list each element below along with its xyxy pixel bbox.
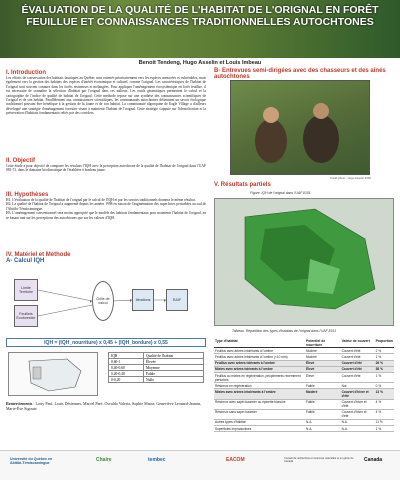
iqh-map-shape <box>215 199 394 326</box>
col-type: Type d'habitat <box>214 338 305 348</box>
intro-section <box>6 70 206 116</box>
habitat-cell-p: Faible <box>305 409 341 419</box>
hypothesis-3: H3. L'aménagement conventionnel sera moins approprié que le modèle des habitats fondamentaux pour maintenir l'habitat de l'orignal, en se basant tant sur les perceptions des autochtones que sur les valeurs d'IQH. <box>6 211 206 220</box>
habitat-cell-pr: 4 % <box>375 409 394 419</box>
habitat-cell-pr: 26 % <box>375 360 394 366</box>
habitat-types-table <box>214 338 394 432</box>
logo-uqat <box>10 457 62 465</box>
habitat-cell-p: Élevé <box>305 372 341 382</box>
methode-subtitle: A- Calcul IQH <box>6 258 45 264</box>
flow-arrows <box>6 275 206 335</box>
table-row <box>214 389 394 399</box>
habitat-cell-v: Couvert d'été <box>341 360 375 366</box>
entrevues-title: B- Entrevues semi-dirigées avec des chasseurs et des aînés autochtones <box>214 68 386 80</box>
quality-cell: Élevée <box>143 359 203 365</box>
objectif-title: II. Objectif <box>6 158 36 164</box>
logo-crsng-text: Conseil de recherches en sciences naturelles et en génie du Canada <box>284 457 354 463</box>
habitat-cell-pr: 13 % <box>375 389 394 399</box>
quality-cell: Moyenne <box>143 365 203 371</box>
table-row <box>214 409 394 419</box>
habitat-cell-p: Faible <box>305 399 341 409</box>
logo-uqat-text: Université du Québec en Abitibi-Témiscamingue <box>10 457 53 465</box>
table-row <box>214 372 394 382</box>
habitat-cell-t: Mixtes avec arbres tolérants à l'ombre <box>214 366 305 372</box>
habitat-cell-v: Couvert d'hiver et d'été <box>341 389 375 399</box>
habitat-cell-v: Couvert d'hiver et d'été <box>341 399 375 409</box>
logo-eacom <box>226 457 245 463</box>
table-row <box>214 426 394 432</box>
habitat-cell-pr: 38 % <box>375 366 394 372</box>
table-header-row <box>214 338 394 348</box>
habitat-cell-pr: 11 % <box>375 419 394 425</box>
habitat-cell-t: Autres types d'habitat <box>214 419 305 425</box>
habitat-cell-pr: 1 % <box>375 426 394 432</box>
logo-chaire <box>96 457 112 463</box>
col-potentiel: Potentiel de nourriture <box>305 338 341 348</box>
photo-figures <box>231 81 371 176</box>
resultats-title: V. Résultats partiels <box>214 182 271 188</box>
intro-text: Les efforts de conservation des habitats fauniques au Québec sont orientés prioritairement vers les espèces menacées et vulnérables, mais également vers la gestion des habitats des espèces d'intérêt économique et culturel, comme l'orignal. Les caractéristiques de l'habitat de l'orignal sont souvent connues dans les forêts résineuses et mélangées. Pour appliquer l'aménagement écosystémique en forêt feuillue, il est nécessaire de connaître la sélection d'habitat par l'orignal dans ces milieux. Les outils géomatiques permettent le calcul et la cartographie de l'indice de qualité de habitat de l'orignal. Cette méthode repose sur une synthèse des connaissances scientifiques de l'orignal et de son habitat. Parallèlement aux connaissances scientifiques, les communautés autochtones détiennent un savoir écologique traditionnel pouvant être bénéfique à la gestion de la faune et de son habitat. La communauté algonquine de Eagle Village a d'ailleurs développé une stratégie d'aménagement forestier visant à maintenir l'habitat de l'orignal. Cette stratégie s'appuie sur l'identification et la préservation d'habitats fondamentaux reliés par des corridors. <box>6 76 206 116</box>
habitat-cell-pr: 2 % <box>375 348 394 354</box>
table-row <box>214 399 394 409</box>
entrevues-section <box>214 68 394 80</box>
logo-tembec <box>148 457 166 463</box>
habitat-cell-v: Couvert d'été <box>341 348 375 354</box>
methode-title: IV. Matériel et Méthode <box>6 252 71 258</box>
thanks-label: Remerciements <box>6 401 33 406</box>
habitat-cell-t: Résineux avec sapin baumier ou épinette blanche <box>214 399 305 409</box>
objectif-text: Cette étude a pour objectif de comparer les résultats l'IQH avec la perception autochtone de la qualité de l'habitat de l'orignal dans l'UAF 081-51, dans le domaine bioclimatique de l'érablière à bouleau jaune. <box>6 164 206 173</box>
habitat-cell-t: Mixtes avec arbres intolérants à l'ombre <box>214 389 305 399</box>
logo-crsng <box>284 457 356 463</box>
iqh-cell: 0,40-0,60 <box>109 365 144 371</box>
logo-chaire-text: Chaire <box>96 457 112 463</box>
iqh-cell: 0,60-1 <box>109 359 144 365</box>
habitat-cell-p: Élevé <box>305 366 341 372</box>
habitat-cell-pr: 1 % <box>375 372 394 382</box>
logo-canada-text: Canada <box>364 457 383 463</box>
habitat-cell-v: Couvert d'hiver et d'été <box>341 409 375 419</box>
hypothesis-2: H2. La qualité de l'habitat de l'orignal a augmenté depuis les années 1998 en raison de l'augmentation des superficies perturbées au sud de l'Abitibi-Témiscamingue. <box>6 202 206 211</box>
logo-canada <box>364 457 382 463</box>
habitat-cell-pr: 4 % <box>375 399 394 409</box>
acknowledgements <box>6 401 206 411</box>
hypotheses-title: III. Hypothèses <box>6 192 49 198</box>
habitat-cell-v: Couvert d'été <box>341 372 375 382</box>
habitat-cell-p: Modéré <box>305 389 341 399</box>
iqh-quality-table <box>108 352 204 383</box>
habitat-cell-t: Feuillus ou mixtes en régénération, peuplements récemment perturbés <box>214 372 305 382</box>
habitat-cell-pr: 1 % <box>375 354 394 360</box>
habitat-cell-p: Modéré <box>305 354 341 360</box>
quality-header: Qualité de l'habitat <box>143 353 203 359</box>
table-row <box>109 377 204 383</box>
iqh-cell: 0-0,20 <box>109 377 144 383</box>
intro-title: I. Introduction <box>6 70 46 76</box>
poster-header <box>0 0 400 58</box>
hypothesis-1: H1. L'évaluation de la qualité de l'habitat de l'orignal par le calcul de l'IQH et par les savoirs traditionnels donnera le même résultat. <box>6 198 196 202</box>
flow-box-territoire: Limite Territoire <box>14 279 38 301</box>
quality-cell: Nulle <box>143 377 203 383</box>
authors: Benoit Tendeng, Hugo Asselin et Louis Imbeau <box>138 60 262 66</box>
iqh-header: IQH <box>109 353 144 359</box>
hunters-photo <box>230 80 370 175</box>
habitat-cell-v: Nul <box>341 383 375 389</box>
col-valeur: Valeur de couvert <box>341 338 375 348</box>
methode-section <box>6 252 206 264</box>
poster-title: ÉVALUATION DE LA QUALITÉ DE L'HABITAT DE L'ORIGNAL EN FORÊT FEUILLUE ET CONNAISSANCES TRADITIONNELLES AUTOCHTONES <box>21 4 379 28</box>
resultats-section <box>214 182 394 188</box>
habitat-cell-t: Feuillus avec arbres tolérants à l'ombre <box>214 360 305 366</box>
iqh-cell: 0,20-0,40 <box>109 371 144 377</box>
iqh-flowchart <box>6 275 206 335</box>
territory-map <box>8 352 98 396</box>
flow-box-iterations: Itérations <box>132 289 154 311</box>
footer-logos <box>0 450 400 480</box>
habitat-cell-t: Résineux en régénération <box>214 383 305 389</box>
table-caption: Tableau. Répartition des types d'habitats de l'orignal dans l'UAF 8151 <box>232 329 337 333</box>
logo-tembec-text: tembec <box>148 457 166 463</box>
habitat-cell-p: N.A. <box>305 419 341 425</box>
habitat-cell-v: N.A. <box>341 419 375 425</box>
flow-box-ecoforestier: Feuillets Écoforestier <box>14 305 38 327</box>
habitat-cell-v: Couvert d'été <box>341 354 375 360</box>
logo-eacom-text: EACOM <box>226 457 245 463</box>
flow-box-grille: Grille de calcul <box>92 281 114 321</box>
hypotheses-section <box>6 192 206 220</box>
habitat-cell-pr: 0 % <box>375 383 394 389</box>
habitat-cell-p: N.A. <box>305 426 341 432</box>
flow-box-raif: RAIF <box>166 289 188 311</box>
habitat-cell-p: Modéré <box>305 348 341 354</box>
iqh-map <box>214 198 394 326</box>
habitat-cell-p: Élevé <box>305 360 341 366</box>
habitat-cell-t: Superficies improductives <box>214 426 305 432</box>
habitat-cell-v: Couvert d'été <box>341 366 375 372</box>
col-proportion: Proportion <box>375 338 394 348</box>
habitat-cell-v: N.A. <box>341 426 375 432</box>
photo-credit: Crédit photo : Hugo Asselin 2006 <box>330 176 371 180</box>
thanks-text: : Larry Paul, Louis Désiennes, Marcel Paré, Osvaldo Valeria, Sophie Masse, Geneviève Leonard-Jasmin, Marie-Ève Sigouin <box>6 401 202 412</box>
iqh-formula: IQH = (IQH_nourriture) x 0,45 + (IQH_bordure) x 0,55 <box>6 338 206 347</box>
habitat-cell-t: Feuillus avec arbres intolérants à l'ombre (<10 mm) <box>214 354 305 360</box>
territory-map-shape <box>9 353 99 397</box>
objectif-section <box>6 158 206 173</box>
quality-cell: Faible <box>143 371 203 377</box>
map-caption: Figure. IQH de l'orignal dans l'UAF 8151 <box>250 191 311 195</box>
habitat-cell-t: Résineux sans sapin baumier <box>214 409 305 419</box>
habitat-cell-t: Feuillus avec arbres intolérants à l'ombre <box>214 348 305 354</box>
habitat-cell-p: Faible <box>305 383 341 389</box>
